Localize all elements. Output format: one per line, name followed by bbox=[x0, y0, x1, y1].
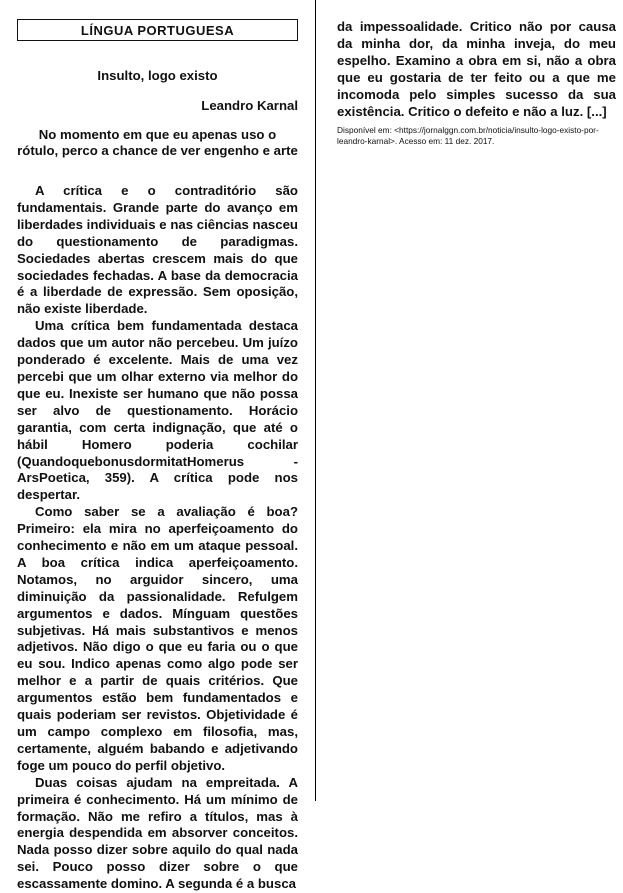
paragraph-1: A crítica e o contraditório são fundamentais. Grande parte do avanço em liberdades individuais e nas ciências nasceu do questionamento de paradigmas. Sociedades abertas crescem mais do que sociedades fechadas. A base da democracia é a liberdade de expressão. Sem oposição, não existe liberdade. bbox=[17, 183, 298, 317]
article-subtitle: No momento em que eu apenas uso o rótulo, perco a chance de ver engenho e arte bbox=[17, 127, 298, 158]
left-column bbox=[17, 19, 298, 893]
section-header: LÍNGUA PORTUGUESA bbox=[17, 19, 298, 41]
right-column bbox=[337, 19, 616, 146]
paragraph-2: Uma crítica bem fundamentada destaca dados que um autor não percebeu. Um juízo ponderado é excelente. Mais de uma vez percebi que um olhar externo via melhor do que eu. Inexiste ser humano que não possa ser alvo de questionamento. Horácio garantia, com certa indignação, que até o hábil Homero poderia cochilar (QuandoquebonusdormitatHomerus - ArsPoetica, 359). A crítica pode nos despertar. bbox=[17, 318, 298, 503]
paragraph-3: Como saber se a avaliação é boa? Primeiro: ela mira no aperfeiçoamento do conhecimento e não em um ataque pessoal. A boa crítica indica aperfeiçoamento. Notamos, no arguidor sincero, uma diminuição da passionalidade. Refulgem argumentos e dados. Mínguam questões subjetivas. Há mais substantivos e menos adjetivos. Não digo o que eu faria ou o que eu sou. Indico apenas como algo pode ser melhor e a partir de quais critérios. Que argumentos estão bem fundamentados e quais poderiam ser revistos. Objetividade é um campo complexo em filosofia, mas, certamente, alguém babando e adjetivando foge um pouco do perfil objetivo. bbox=[17, 504, 298, 773]
article-body bbox=[17, 183, 298, 893]
column-divider bbox=[315, 0, 316, 801]
source-citation: Disponível em: <https://jornalggn.com.br/noticia/insulto-logo-existo-por-leandro-karnal>. Acesso em: 11 dez. 2017. bbox=[337, 125, 599, 146]
paragraph-4: Duas coisas ajudam na empreitada. A primeira é conhecimento. Há um mínimo de formação. Não me refiro a títulos, mas à energia despendida em absorver conceitos. Nada posso dizer sobre aquilo do qual nada sei. Pouco posso dizer sobre o que escassamente domino. A segunda é a busca bbox=[17, 774, 298, 892]
article-title: Insulto, logo existo bbox=[97, 68, 218, 83]
article-author: Leandro Karnal bbox=[201, 98, 298, 113]
paragraph-continuation: da impessoalidade. Critico não por causa da minha dor, da minha inveja, do meu espelho. Examino a obra em si, não a obra que eu gostaria de ter feito ou a que me incomoda pelo simples sucesso da sua existência. Critico o defeito e não a luz. [...] bbox=[337, 19, 616, 119]
